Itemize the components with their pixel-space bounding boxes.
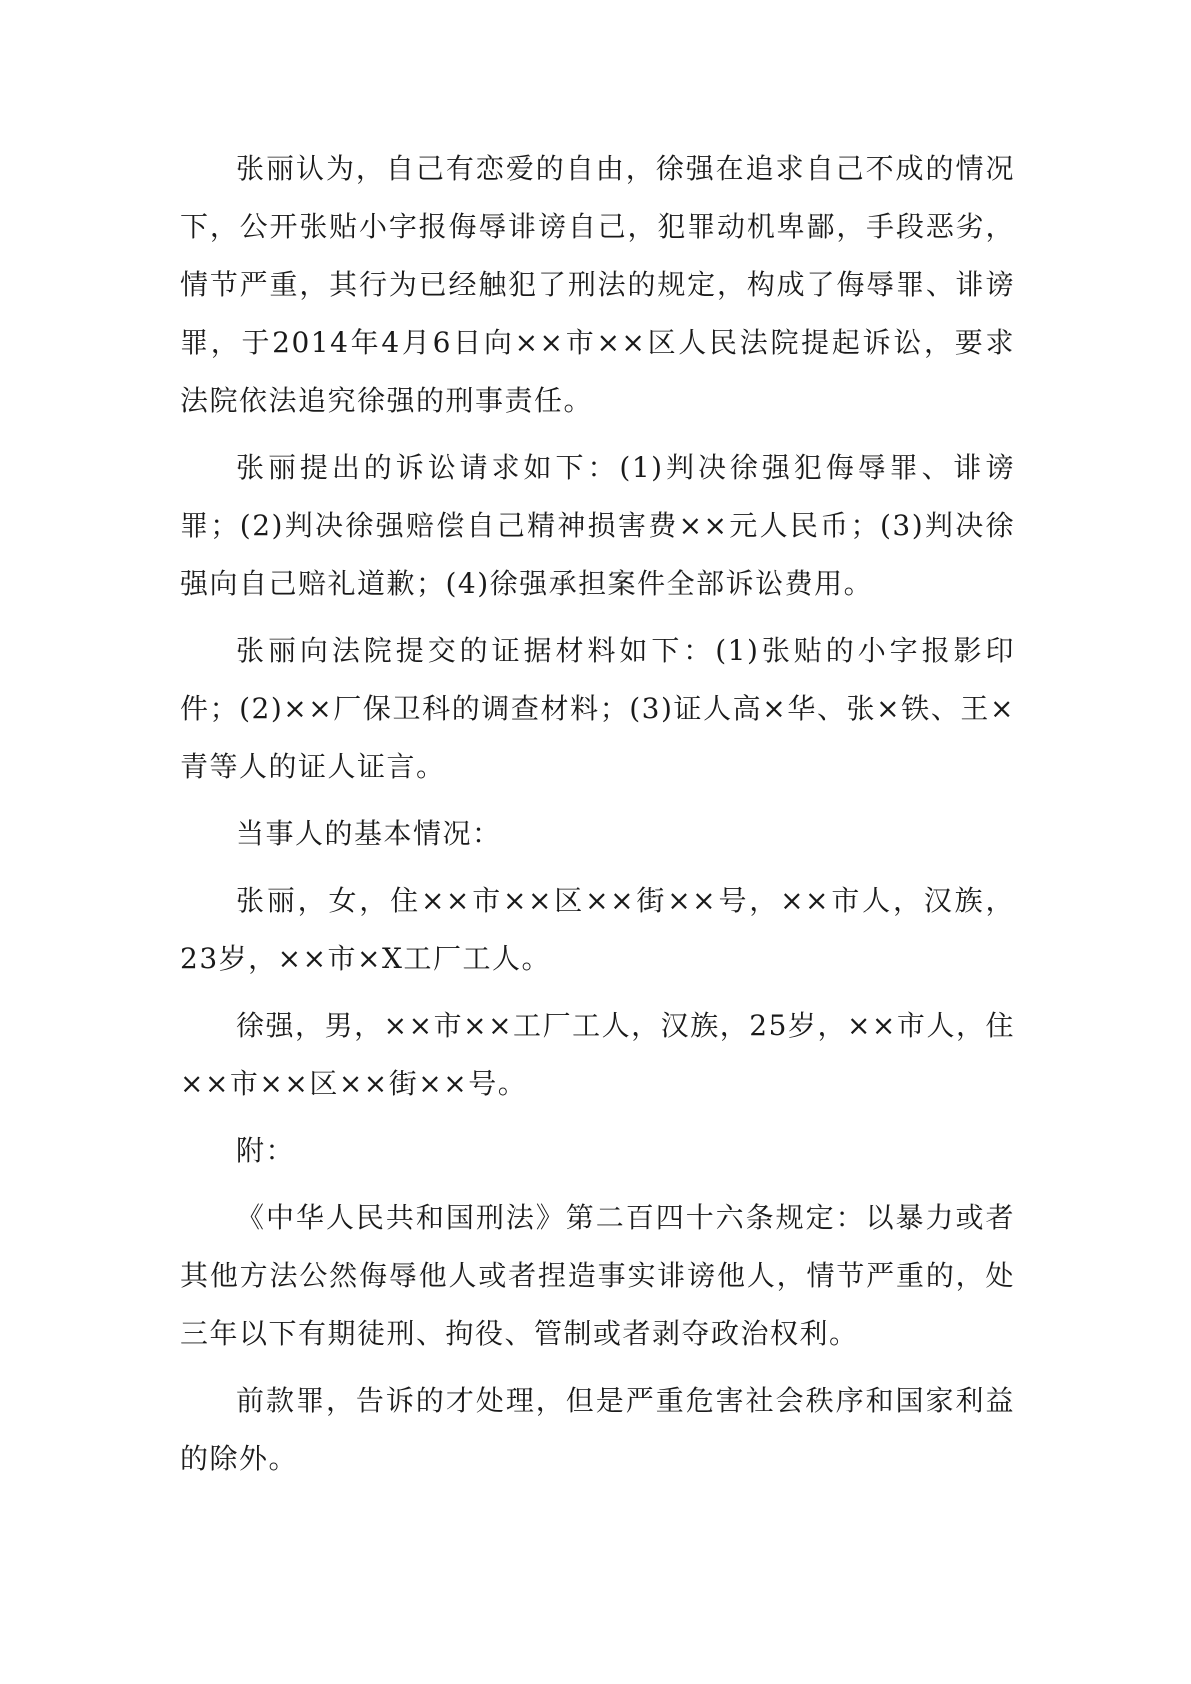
paragraph-litigation-requests: 张丽提出的诉讼请求如下：(1)判决徐强犯侮辱罪、诽谤罪；(2)判决徐强赔偿自己精神损害费××元人民币；(3)判决徐强向自己赔礼道歉；(4)徐强承担案件全部诉讼费用。 [180, 451, 1015, 600]
document-body [180, 140, 1015, 1497]
paragraph-appendix-heading: 附： [236, 1134, 296, 1167]
paragraph-parties-heading: 当事人的基本情况： [236, 817, 502, 850]
paragraph-criminal-law-article: 《中华人民共和国刑法》第二百四十六条规定：以暴力或者其他方法公然侮辱他人或者捏造事实诽谤他人，情节严重的，处三年以下有期徒刑、拘役、管制或者剥夺政治权利。 [180, 1201, 1015, 1350]
paragraph-evidence: 张丽向法院提交的证据材料如下：(1)张贴的小字报影印件；(2)××厂保卫科的调查材料；(3)证人高×华、张×铁、王×青等人的证人证言。 [180, 634, 1015, 783]
paragraph-plaintiff-info: 张丽，女，住××市××区××街××号，××市人，汉族，23岁，××市×X工厂工人。 [180, 884, 1015, 975]
paragraph-law-clause: 前款罪，告诉的才处理，但是严重危害社会秩序和国家利益的除外。 [180, 1384, 1015, 1475]
paragraph-complaint-reason: 张丽认为，自己有恋爱的自由，徐强在追求自己不成的情况下，公开张贴小字报侮辱诽谤自己，犯罪动机卑鄙，手段恶劣，情节严重，其行为已经触犯了刑法的规定，构成了侮辱罪、诽谤罪，于2014年4月6日向××市××区人民法院提起诉讼，要求法院依法追究徐强的刑事责任。 [180, 152, 1015, 417]
paragraph-defendant-info: 徐强，男，××市××工厂工人，汉族，25岁，××市人，住××市××区××街××号。 [180, 1009, 1015, 1100]
